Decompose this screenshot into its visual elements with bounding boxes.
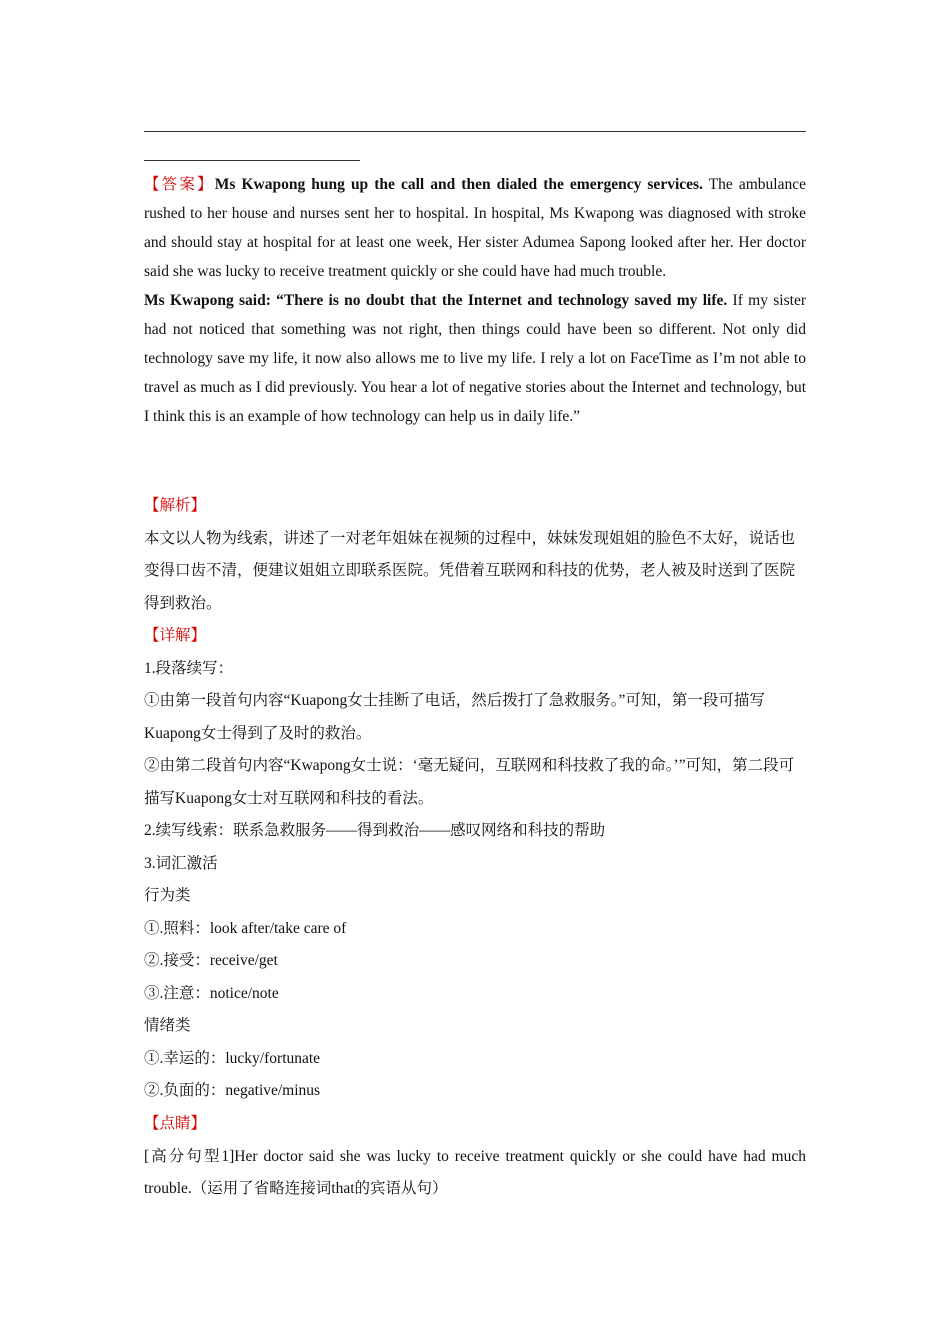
- detail-section: [144, 620, 806, 1108]
- analysis-section: [144, 490, 806, 620]
- detail-tag: 【详解】: [144, 627, 207, 644]
- detail-line: ②.负面的：negative/minus: [144, 1082, 321, 1099]
- detail-line: 情绪类: [144, 1017, 191, 1034]
- detail-line: 行为类: [144, 887, 191, 904]
- highlight-text: [高分句型1]Her doctor said she was lucky to receive treatment quickly or she could have had much trouble.（运用了省略连接词that的宾语从句）: [144, 1147, 806, 1197]
- answer-section: [144, 170, 806, 431]
- answer-line-2: [144, 160, 360, 161]
- answer-paragraph-2: [144, 286, 806, 431]
- detail-line: ①.幸运的：lucky/fortunate: [144, 1049, 321, 1067]
- analysis-tag: 【解析】: [144, 497, 207, 514]
- analysis-text: 本文以人物为线索，讲述了一对老年姐妹在视频的过程中，妹妹发现姐姐的脸色不太好，说话也变得口齿不清，便建议姐姐立即联系医院。凭借着互联网和科技的优势，老人被及时送到了医院得到救治。: [144, 529, 796, 612]
- detail-line: ①由第一段首句内容“Kuapong女士挂断了电话，然后拨打了急救服务。”可知，第一段可描写Kuapong女士得到了及时的救治。: [144, 692, 765, 742]
- detail-line: 2.续写线索：联系急救服务——得到救治——感叹网络和科技的帮助: [144, 822, 606, 839]
- detail-line: ②由第二段首句内容“Kwapong女士说：‘毫无疑问，互联网和科技救了我的命。’”可知，第二段可描写Kuapong女士对互联网和科技的看法。: [144, 757, 795, 807]
- detail-line: ②.接受：receive/get: [144, 952, 278, 969]
- answer-p2-bold: Ms Kwapong said: “There is no doubt that the Internet and technology saved my life.: [144, 292, 728, 309]
- detail-line: ①.照料：look after/take care of: [144, 919, 347, 937]
- answer-line-1: [144, 131, 806, 132]
- highlight-tag: 【点睛】: [144, 1115, 207, 1132]
- answer-paragraph-1: [144, 170, 806, 286]
- highlight-section: [144, 1108, 806, 1206]
- answer-p1-bold: Ms Kwapong hung up the call and then dialed the emergency services.: [214, 176, 703, 193]
- answer-tag: 【答案】: [144, 176, 215, 193]
- detail-line: 3.词汇激活: [144, 854, 218, 872]
- detail-line: ③.注意：notice/note: [144, 984, 279, 1002]
- answer-p2-rest: If my sister had not noticed that something was not right, then things could have been so different. Not only did technology save my life, it now also allows me to live my life. I rely a lot on FaceTime as I’m not able to travel as much as I did previously. You hear a lot of negative stories about the Internet and technology, but I think this is an example of how technology can help us in daily life.”: [144, 292, 806, 425]
- answer-p1-rest: The ambulance rushed to her house and nurses sent her to hospital. In hospital, Ms Kwapong was diagnosed with stroke and should stay at hospital for at least one week, Her sister Adumea Sapong looked after her. Her doctor said she was lucky to receive treatment quickly or she could have had much trouble.: [144, 176, 806, 280]
- detail-line: 1.段落续写：: [144, 659, 234, 677]
